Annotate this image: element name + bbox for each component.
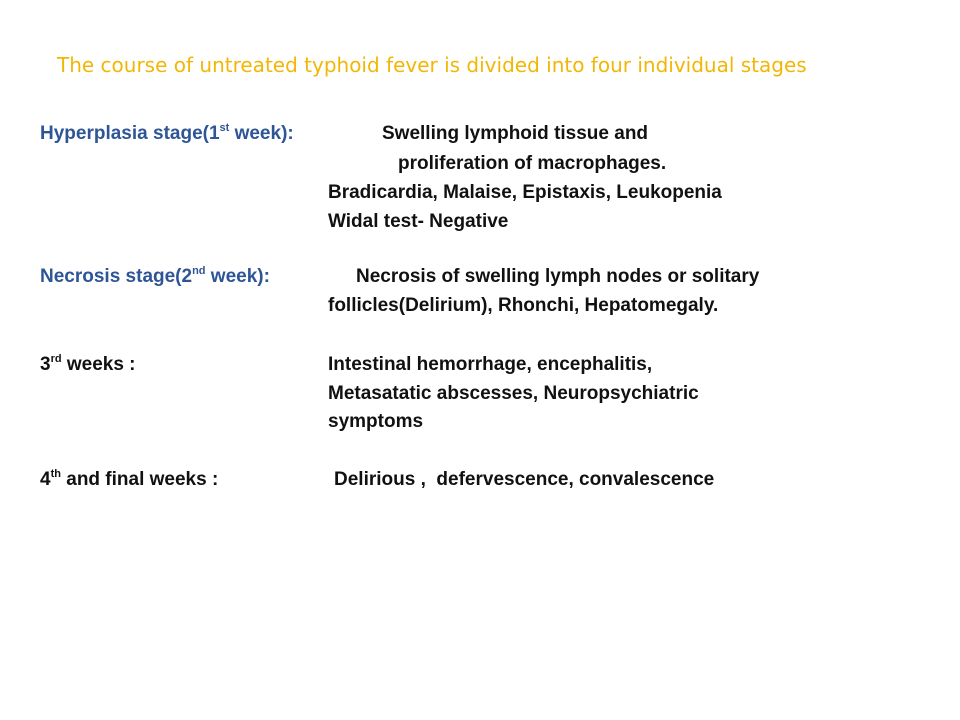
stage-label-ordinal: th [50, 468, 61, 480]
stage-label-text: 4 [40, 469, 51, 490]
stage-label-ordinal: st [219, 122, 230, 134]
stage-description-line: Metasatatic abscesses, Neuropsychiatric [328, 383, 699, 404]
stage-label-text: week): [229, 123, 294, 144]
stage-label-text: and final weeks : [60, 469, 219, 490]
stage-description-line: follicles(Delirium), Rhonchi, Hepatomegaly. [328, 295, 719, 316]
stage-description-line: Necrosis of swelling lymph nodes or solitary [356, 266, 760, 287]
stage-description-line: Bradicardia, Malaise, Epistaxis, Leukopenia [328, 182, 722, 203]
stage-label-text: weeks : [61, 354, 136, 375]
stage-description-line: symptoms [328, 411, 424, 432]
stage-label-ordinal: nd [192, 265, 206, 277]
slide-title: The course of untreated typhoid fever is divided into four individual stages [57, 53, 807, 77]
stage-label-hyperplasia [40, 124, 294, 143]
stage-label-text: Necrosis stage(2 [40, 266, 193, 287]
stage-description-line: Intestinal hemorrhage, encephalitis, [328, 354, 653, 375]
stage-description-line: Delirious , defervescence, convalescence [334, 469, 715, 490]
stage-label-text: 3 [40, 354, 51, 375]
stage-description-line: Widal test- Negative [328, 211, 509, 232]
stage-description-line: Swelling lymphoid tissue and [382, 123, 649, 144]
stage-label-third-week [40, 355, 136, 374]
stage-label-text: week): [205, 266, 270, 287]
stage-label-final-weeks [40, 470, 218, 489]
stage-label-text: Hyperplasia stage(1 [40, 123, 220, 144]
stage-label-necrosis [40, 267, 270, 286]
stage-description-line: proliferation of macrophages. [398, 153, 667, 174]
stage-label-ordinal: rd [50, 353, 62, 365]
